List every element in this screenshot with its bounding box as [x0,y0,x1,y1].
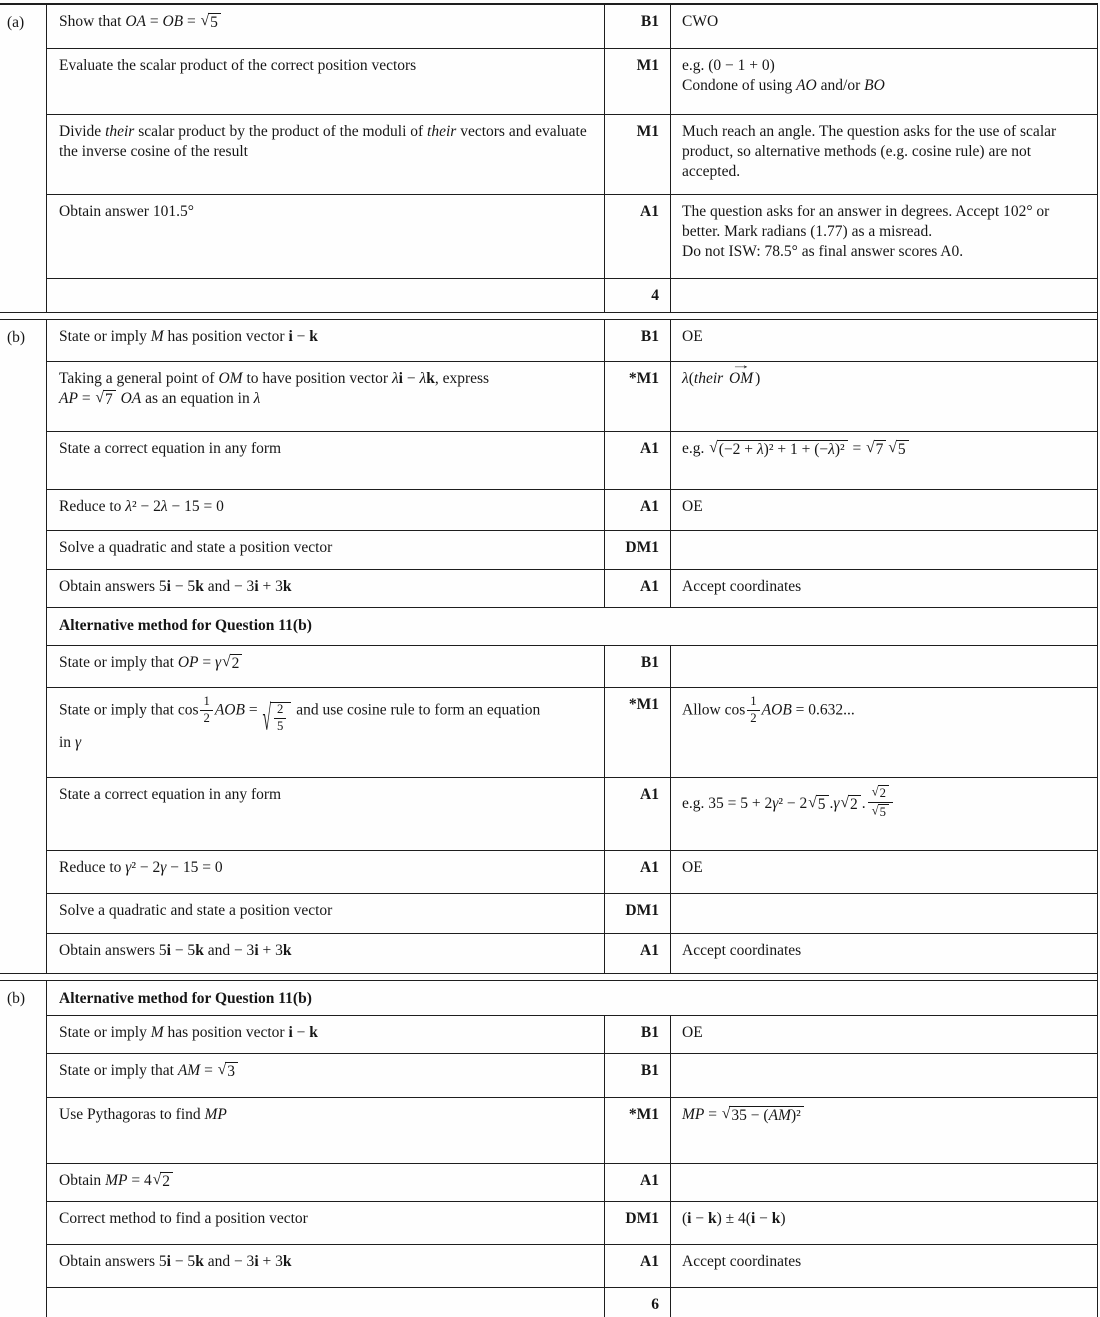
mark-cell: A1 [605,490,671,530]
mark-cell: DM1 [605,531,671,569]
table-row [47,1054,1097,1098]
description-cell: Divide their scalar product by the product of the moduli of their vectors and evaluate the inverse cosine of the result [47,115,605,194]
rows-container [46,981,1097,1317]
mark-cell: DM1 [605,894,671,933]
table-row [47,570,1097,608]
mark-cell: 6 [605,1288,671,1317]
comment-cell: Accept coordinates [682,578,802,596]
description-cell: State or imply that cos $\frac{1}{2}$ AOB = √ $\frac{2}{5}$ and use cosine rule to form an equation in γ [47,688,605,777]
comment-cell: Accept coordinates [682,942,802,960]
description-cell: State or imply that AM = √ 3 [47,1054,605,1097]
table-row [47,5,1097,49]
mark-cell: DM1 [605,1202,671,1244]
comment-cell: OE [682,859,703,877]
description-cell: State a correct equation in any form [47,778,605,850]
mark-cell: A1 [605,432,671,489]
description-cell: State or imply M has position vector i − k [47,1016,605,1053]
section-separator [0,312,1097,320]
comment-cell: Accept coordinates [682,1253,802,1271]
comment-cell: e.g. (0 − 1 + 0) Condone of using AO and/or BO [682,57,885,95]
fraction [868,785,893,820]
radical: √ 2 [841,795,861,814]
radical: √ 2 [872,785,889,801]
comment-cell: λ(their → OM ) [671,362,1097,431]
comment-cell: The question asks for an answer in degrees. Accept 102° or better. Mark radians (1.77) as a misread. Do not ISW: 78.5° as final answer scores A0. [682,203,1050,261]
description-cell: Solve a quadratic and state a position vector [47,894,605,933]
table-row [47,934,1097,973]
fraction: $\frac{1}{2}$ [747,695,759,725]
table-row [47,1202,1097,1245]
table-row [47,1016,1097,1054]
alt-method-header-row [47,608,1097,646]
radical: √ 5 [872,804,889,820]
comment-cell [671,1054,1097,1097]
mark-cell: M1 [605,115,671,194]
mark-cell: A1 [605,570,671,607]
description-cell: Correct method to find a position vector [47,1202,605,1244]
description-cell: Reduce to γ² − 2γ − 15 = 0 [47,851,605,893]
description-cell: State a correct equation in any form [47,432,605,489]
table-row [47,851,1097,894]
description-cell: Obtain answer 101.5° [47,195,605,278]
comment-cell: Much reach an angle. The question asks for the use of scalar product, so alternative methods (e.g. cosine rule) are not accepted. [682,123,1057,181]
description-cell: Solve a quadratic and state a position vector [47,531,605,569]
description-cell: State or imply M has position vector i − k [47,320,605,361]
alt-method-header: Alternative method for Question 11(b) [59,990,312,1008]
radical: √ 5 [201,13,221,32]
radical: √ 3 [218,1062,238,1081]
mark-cell: *M1 [605,688,671,777]
alt-method-header-row [47,981,1097,1016]
mark-cell: B1 [605,1016,671,1053]
vector-arrow: → OM [729,358,754,388]
radical: √ 35 − (AM)² [722,1106,804,1125]
comment-cell: OE [682,328,703,346]
comment-cell [671,279,1097,312]
total-row [47,279,1097,312]
table-row [47,195,1097,279]
part-label: (b) [7,329,26,347]
radical: √ 5 [808,795,828,814]
mark-cell: A1 [605,851,671,893]
table-row [47,1164,1097,1202]
table-row [47,358,1097,432]
mark-cell: A1 [605,934,671,973]
mark-cell: B1 [605,1054,671,1097]
table-row [47,531,1097,570]
table-row [47,1098,1097,1164]
mark-cell: A1 [605,1245,671,1287]
section-block [0,320,1097,973]
radical: √ (−2 + λ)² + 1 + (−λ)² [709,440,847,459]
comment-cell [671,1164,1097,1201]
table-row [47,432,1097,490]
comment-cell: e.g. 35 = 5 + 2γ² − 2 √ 5 .γ √ 2 . √ 2 √ 5 [671,778,1097,850]
radical: √ 5 [888,440,908,459]
fraction: $\frac{1}{2}$ [200,695,212,725]
radical: √ 7 [866,440,886,459]
comment-cell: CWO [682,13,719,30]
rows-container [46,5,1097,312]
section-block [0,5,1097,312]
fraction: $\frac{2}{5}$ [274,703,286,733]
description-cell [47,279,605,312]
description-cell: Taking a general point of OM to have position vector λi − λk, express AP = √ 7 OA as an equation in λ [47,362,605,431]
comment-cell [671,894,1097,933]
alt-method-header: Alternative method for Question 11(b) [59,617,312,635]
description-cell: Reduce to λ² − 2λ − 15 = 0 [47,490,605,530]
section-separator [0,973,1097,981]
part-label: (b) [7,990,26,1008]
description-cell: Obtain answers 5i − 5k and − 3i + 3k [47,1245,605,1287]
mark-cell: B1 [605,320,671,361]
mark-cell: M1 [605,49,671,114]
radical: √ 7 [95,390,115,409]
description-cell: State or imply that OP = γ √ 2 [47,646,605,687]
description-cell: Use Pythagoras to find MP [47,1098,605,1163]
table-row [47,646,1097,688]
table-row [47,1245,1097,1288]
comment-cell [671,1288,1097,1317]
part-label: (a) [7,14,25,31]
comment-cell: e.g. √ (−2 + λ)² + 1 + (−λ)² = √ 7 √ 5 [671,432,1097,489]
mark-cell: *M1 [605,1098,671,1163]
table-row [47,49,1097,115]
description-cell: Show that OA = OB = √ 5 [47,5,605,48]
radical: √ 2 [153,1172,173,1191]
table-row [47,115,1097,195]
description-cell [47,1288,605,1317]
comment-cell: OE [682,498,703,516]
description-cell: Obtain MP = 4 √ 2 [47,1164,605,1201]
table-row [47,490,1097,531]
description-cell: Evaluate the scalar product of the correct position vectors [47,49,605,114]
mark-cell: A1 [605,1164,671,1201]
table-row [47,778,1097,851]
mark-cell: A1 [605,195,671,278]
rows-container [46,320,1097,973]
description-cell: Obtain answers 5i − 5k and − 3i + 3k [47,934,605,973]
radical: √ $\frac{2}{5}$ [262,702,291,733]
comment-cell [671,646,1097,687]
table-row [47,894,1097,934]
mark-cell: *M1 [605,362,671,431]
section-block [0,981,1097,1317]
comment-cell: Allow cos $\frac{1}{2}$ AOB = 0.632... [682,694,855,725]
mark-cell: 4 [605,279,671,312]
table-row [47,320,1097,362]
table-row [47,688,1097,778]
mark-cell: B1 [605,646,671,687]
mark-cell: B1 [605,5,671,48]
radical: √ 2 [222,654,242,673]
description-cell: Obtain answers 5i − 5k and − 3i + 3k [47,570,605,607]
comment-cell [671,531,1097,569]
total-row [47,1288,1097,1317]
comment-cell: (i − k) ± 4(i − k) [682,1210,786,1228]
comment-cell: OE [682,1024,703,1042]
mark-scheme-table [0,3,1098,1317]
comment-cell: MP = √ 35 − (AM)² [671,1098,1097,1163]
mark-cell: A1 [605,778,671,850]
